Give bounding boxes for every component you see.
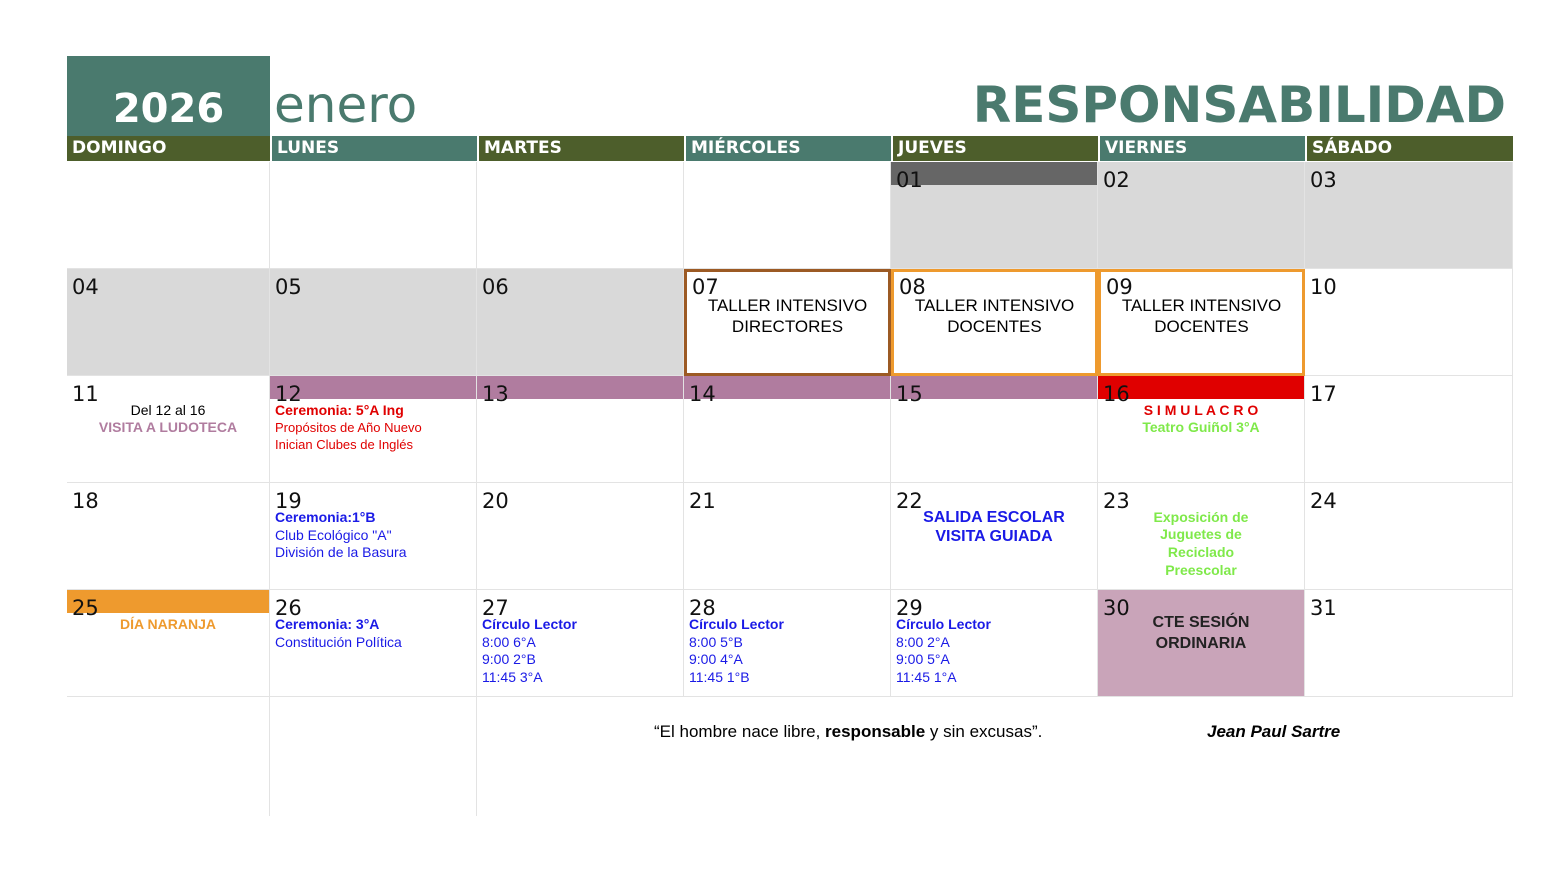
quote-bold: responsable [825,722,926,741]
event-line: ORDINARIA [1155,635,1247,652]
day-cell-16 [1098,376,1305,483]
event-line: VISITA A LUDOTECA [98,419,238,435]
quote-text [654,722,1042,742]
day-cell-04 [67,269,270,376]
event-line: 8:00 6°A [482,634,536,650]
day-cell-20 [477,483,684,590]
event-line: Círculo Lector [689,616,784,632]
day-number: 11 [72,382,99,406]
event-line: Círculo Lector [482,616,577,632]
day-cell-27 [477,590,684,697]
day-cell-05 [270,269,477,376]
event-line: Ceremonia: 3°A [275,616,380,632]
day-cell-12 [270,376,477,483]
event-line: DIRECTORES [731,317,844,336]
day-number: 29 [896,596,923,620]
event-line: Teatro Guiñol 3°A [1142,419,1260,435]
day-number: 23 [1103,489,1130,513]
grid-line [269,696,270,816]
event-line: 11:45 1°B [689,669,750,685]
day-number: 10 [1310,275,1337,299]
event-line: DOCENTES [1154,317,1249,336]
event-line: Reciclado [1167,544,1235,560]
month-title: enero [274,76,418,134]
day-number: 19 [275,489,302,513]
day-cell-empty [477,162,684,269]
day-cell-07 [684,269,891,376]
weekday-miercoles: MIÉRCOLES [684,136,891,161]
day-cell-empty [67,162,270,269]
event-line: TALLER INTENSIVO [707,296,868,315]
event-line: 11:45 3°A [482,669,543,685]
quote-after: y sin excusas”. [925,722,1043,741]
day-number: 26 [275,596,302,620]
day-cell-24 [1305,483,1513,590]
day-number: 06 [482,275,509,299]
day-cell-01 [891,162,1098,269]
quote-before: “El hombre nace libre, [654,722,826,741]
event-line: Ceremonia:1°B [275,509,376,525]
day-number: 03 [1310,168,1337,192]
weekday-sabado: SÁBADO [1305,136,1513,161]
quote-author: Jean Paul Sartre [1207,722,1341,741]
day-number: 17 [1310,382,1337,406]
event-line: DOCENTES [947,317,1042,336]
day-number: 28 [689,596,716,620]
day-number: 01 [896,168,923,192]
event-line: DÍA NARANJA [120,616,216,632]
day-number: 30 [1103,596,1130,620]
event-line: Propósitos de Año Nuevo [275,420,422,435]
day-cell-18 [67,483,270,590]
day-cell-30 [1098,590,1305,697]
day-cell-31 [1305,590,1513,697]
day-number: 08 [899,275,926,299]
day-number: 07 [692,275,719,299]
event-line: Círculo Lector [896,616,991,632]
day-number: 12 [275,382,302,406]
weekday-lunes: LUNES [270,136,477,161]
day-number: 13 [482,382,509,406]
event-line: Juguetes de [1160,526,1242,542]
day-cell-03 [1305,162,1513,269]
day-cell-empty [270,162,477,269]
event-line: TALLER INTENSIVO [914,296,1075,315]
day-cell-22 [891,483,1098,590]
day-cell-08 [891,269,1098,376]
day-cell-19 [270,483,477,590]
day-number: 09 [1106,275,1133,299]
day-cell-15 [891,376,1098,483]
event-line: Club Ecológico "A" [275,527,392,543]
year-label: 2026 [112,86,225,132]
day-number: 18 [72,489,99,513]
event-line: 9:00 5°A [896,651,950,667]
day-number: 20 [482,489,509,513]
day-number: 04 [72,275,99,299]
weekday-martes: MARTES [477,136,684,161]
day-cell-23 [1098,483,1305,590]
event-line: Constitución Política [275,634,402,650]
grid-line [476,696,477,816]
day-cell-02 [1098,162,1305,269]
event-line: 9:00 4°A [689,651,743,667]
day-cell-11 [67,376,270,483]
day-cell-25 [67,590,270,697]
event-line: 9:00 2°B [482,651,536,667]
theme-title: RESPONSABILIDAD [972,76,1506,134]
day-number: 24 [1310,489,1337,513]
weekday-viernes: VIERNES [1098,136,1305,161]
day-cell-empty [684,162,891,269]
event-line: 11:45 1°A [896,669,957,685]
event-line: TALLER INTENSIVO [1121,296,1282,315]
day-number: 31 [1310,596,1337,620]
day-cell-09 [1098,269,1305,376]
day-number: 22 [896,489,923,513]
event-line: Ceremonia: 5°A Ing [275,402,404,418]
day-number: 16 [1103,382,1130,406]
day-cell-29 [891,590,1098,697]
day-cell-14 [684,376,891,483]
event-line: CTE SESIÓN [1152,614,1250,631]
event-line: 8:00 2°A [896,634,950,650]
event-line: SALIDA ESCOLAR [923,509,1065,526]
day-number: 15 [896,382,923,406]
day-number: 05 [275,275,302,299]
event-line: 8:00 5°B [689,634,743,650]
day-cell-26 [270,590,477,697]
day-number: 14 [689,382,716,406]
day-cell-17 [1305,376,1513,483]
event-line: S I M U L A C R O [1143,402,1259,418]
day-cell-13 [477,376,684,483]
weekday-jueves: JUEVES [891,136,1098,161]
day-number: 25 [72,596,99,620]
event-line: Del 12 al 16 [130,402,206,418]
day-cell-10 [1305,269,1513,376]
day-number: 21 [689,489,716,513]
day-cell-28 [684,590,891,697]
event-line: División de la Basura [275,544,407,560]
event-line: Exposición de [1153,509,1249,525]
event-line: Preescolar [1165,562,1237,578]
event-line: Inician Clubes de Inglés [275,437,414,452]
day-number: 02 [1103,168,1130,192]
weekday-domingo: DOMINGO [67,136,270,161]
day-cell-06 [477,269,684,376]
event-line: VISITA GUIADA [935,528,1053,545]
day-number: 27 [482,596,509,620]
day-cell-21 [684,483,891,590]
